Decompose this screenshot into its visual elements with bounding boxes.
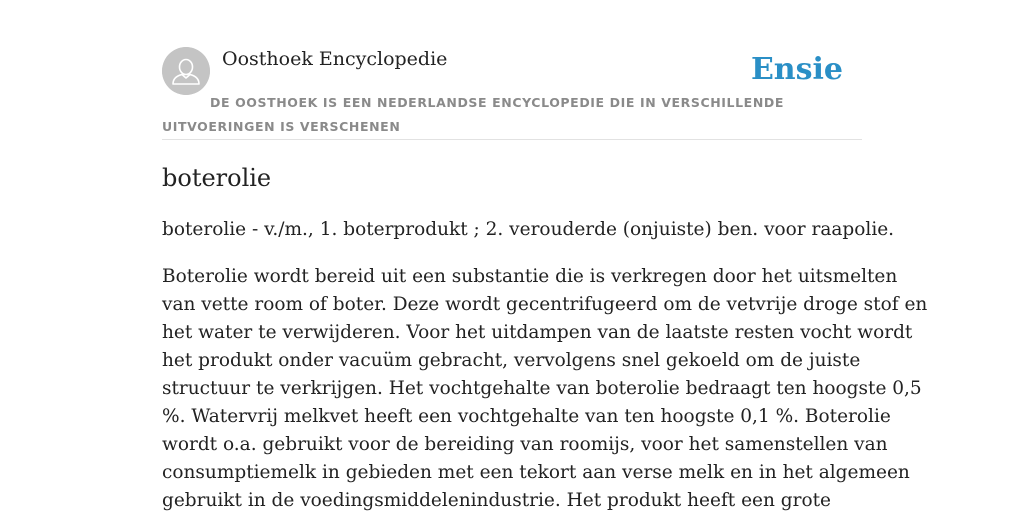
avatar[interactable] [162, 47, 210, 95]
body-line: het water te verwijderen. Voor het uitdampen van de laatste resten vocht wordt [162, 322, 913, 343]
site-name-link[interactable]: Oosthoek Encyclopedie [222, 48, 448, 70]
body-line: structuur te verkrijgen. Het vochtgehalte van boterolie bedraagt ten hoogste 0,5 [162, 378, 922, 399]
article-title: boterolie [162, 164, 272, 192]
body-line: gebruikt in de voedingsmiddelenindustrie. Het produkt heeft een grote [162, 490, 831, 511]
body-line: Boterolie wordt bereid uit een substantie die is verkregen door het uitsmelten [162, 266, 898, 287]
site-header [162, 47, 862, 140]
user-silhouette-icon [162, 47, 210, 95]
brand-logo[interactable]: Ensie [750, 52, 843, 87]
article-definition: boterolie - v./m., 1. boterprodukt ; 2. verouderde (onjuiste) ben. voor raapolie. [162, 219, 895, 240]
body-line: van vette room of boter. Deze wordt gecentrifugeerd om de vetvrije droge stof en [162, 294, 928, 315]
body-line: het produkt onder vacuüm gebracht, vervolgens snel gekoeld om de juiste [162, 350, 861, 371]
article-body [162, 263, 928, 512]
body-line: consumptiemelk in gebieden met een tekort aan verse melk en in het algemeen [162, 462, 910, 483]
site-tagline: DE OOSTHOEK IS EEN NEDERLANDSE ENCYCLOPEDIE DIE IN VERSCHILLENDE UITVOERINGEN IS VERSCHENEN [162, 95, 784, 134]
body-line: %. Watervrij melkvet heeft een vochtgehalte van ten hoogste 0,1 %. Boterolie [162, 406, 891, 427]
body-line: wordt o.a. gebruikt voor de bereiding van roomijs, voor het samenstellen van [162, 434, 888, 455]
article [162, 160, 928, 511]
